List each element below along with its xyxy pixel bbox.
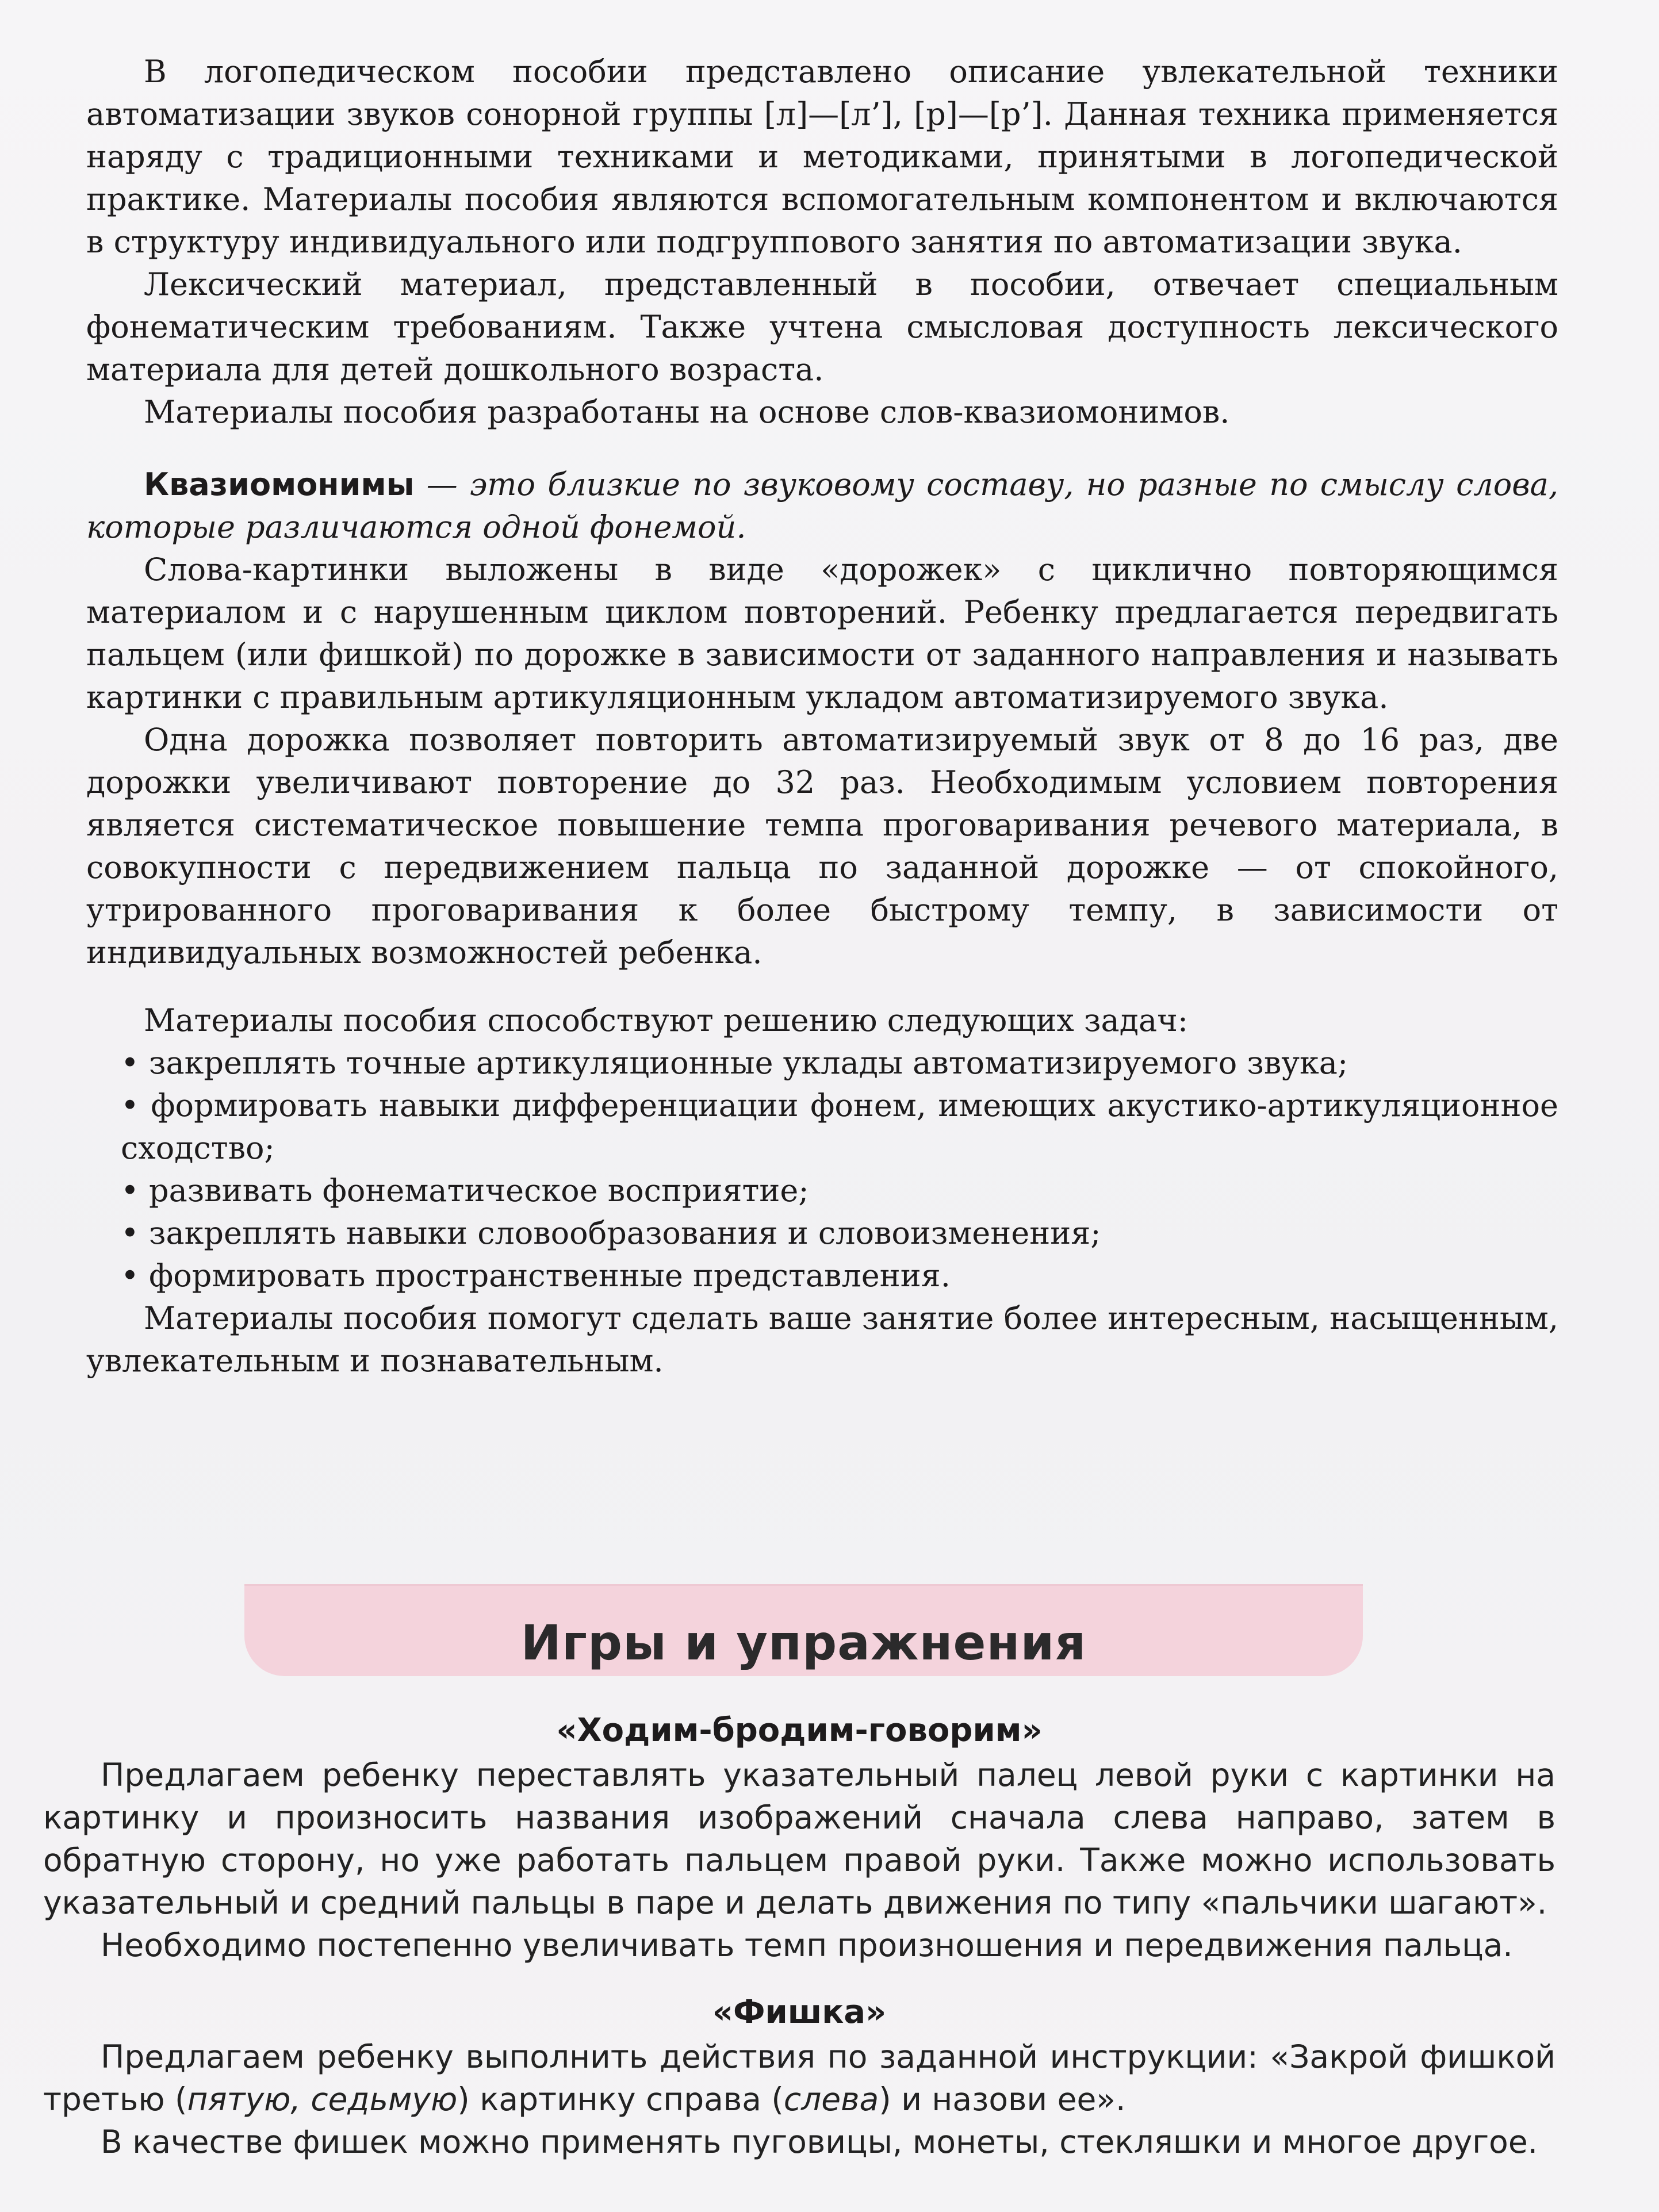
games-section <box>43 1708 1555 2163</box>
task-item-2: • формировать навыки дифференциации фонем, имеющих акустико-артикуляционное сходство; <box>121 1087 1558 1166</box>
game-1-title: «Ходим-бродим-говорим» <box>556 1712 1043 1749</box>
game-2-italic-1: пятую, седьмую <box>187 2081 458 2118</box>
intro-section <box>86 51 1558 974</box>
game-2-paragraph-2: В качестве фишек можно применять пуговицы, монеты, стекляшки и многое другое. <box>101 2123 1538 2160</box>
game-2-title: «Фишка» <box>712 1994 887 2031</box>
game-2-text-a: Предлагаем ребенку выполнить действия по заданной инструкции: «Закрой фишкой третью ( <box>43 2038 1555 2118</box>
tasks-lead: Материалы пособия способствуют решению следующих задач: <box>144 1002 1189 1038</box>
task-item-5: • формировать пространственные представления. <box>121 1258 951 1294</box>
intro-paragraph-1: В логопедическом пособии представлено описание увлекательной техники автоматизации звуков сонорной группы [л]—[л’], [р]—[р’]. Данная техника применяется наряду с традиционными техниками и методиками, принятыми в логопедической практике. Материалы пособия являются вспомогательным компонентом и включаются в структуру индивидуального или подгруппового занятия по автоматизации звука. <box>86 53 1558 260</box>
game-2-text-c: ) и назови ее». <box>879 2081 1126 2118</box>
definition-paragraph <box>86 463 1558 549</box>
section-banner <box>244 1584 1363 1676</box>
game-2-italic-2: слева <box>783 2081 879 2118</box>
task-item-4: • закреплять навыки словообразования и словоизменения; <box>121 1215 1101 1251</box>
game-2-text-b: ) картинку справа ( <box>457 2081 784 2118</box>
game-1-paragraph-2: Необходимо постепенно увеличивать темп произношения и передвижения пальца. <box>101 1927 1513 1964</box>
tasks-closing: Материалы пособия помогут сделать ваше занятие более интересным, насыщенным, увлекательным и познавательным. <box>86 1300 1558 1379</box>
term-definition: — это близкие по звуковому составу, но разные по смыслу слова, которые различаются одной фонемой. <box>86 466 1558 545</box>
game-1-paragraph-1: Предлагаем ребенку переставлять указательный палец левой руки с картинки на картинку и произносить названия изображений сначала слева направо, затем в обратную сторону, но уже работать пальцем правой руки. Также можно использовать указательный и средний пальцы в паре и делать движения по типу «пальчики шагают». <box>43 1757 1555 1921</box>
tasks-section <box>86 999 1558 1382</box>
intro-paragraph-3: Материалы пособия разработаны на основе слов-квазиомонимов. <box>144 394 1230 430</box>
task-item-3: • развивать фонематическое восприятие; <box>121 1172 809 1209</box>
term-quasihomonyms: Квазиомонимы <box>144 466 415 503</box>
game-2-paragraph-1 <box>43 2035 1555 2121</box>
section-title: Игры и упражнения <box>520 1615 1087 1671</box>
intro-paragraph-5: Одна дорожка позволяет повторить автоматизируемый звук от 8 до 16 раз, две дорожки увеличивают повторение до 32 раз. Необходимым условием повторения является систематическое повышение темпа проговаривания речевого материала, в совокупности с передвижением пальца по заданной дорожке — от спокойного, утрированного проговаривания к более быстрому темпу, в зависимости от индивидуальных возможностей ребенка. <box>86 722 1558 971</box>
task-item-1: • закреплять точные артикуляционные уклады автоматизируемого звука; <box>121 1045 1348 1081</box>
intro-paragraph-2: Лексический материал, представленный в пособии, отвечает специальным фонематическим требованиям. Также учтена смысловая доступность лексического материала для детей дошкольного возраста. <box>86 266 1558 388</box>
intro-paragraph-4: Слова-картинки выложены в виде «дорожек» с циклично повторяющимся материалом и с нарушенным циклом повторений. Ребенку предлагается передвигать пальцем (или фишкой) по дорожке в зависимости от заданного направления и называть картинки с правильным артикуляционным укладом автоматизируемого звука. <box>86 551 1558 715</box>
